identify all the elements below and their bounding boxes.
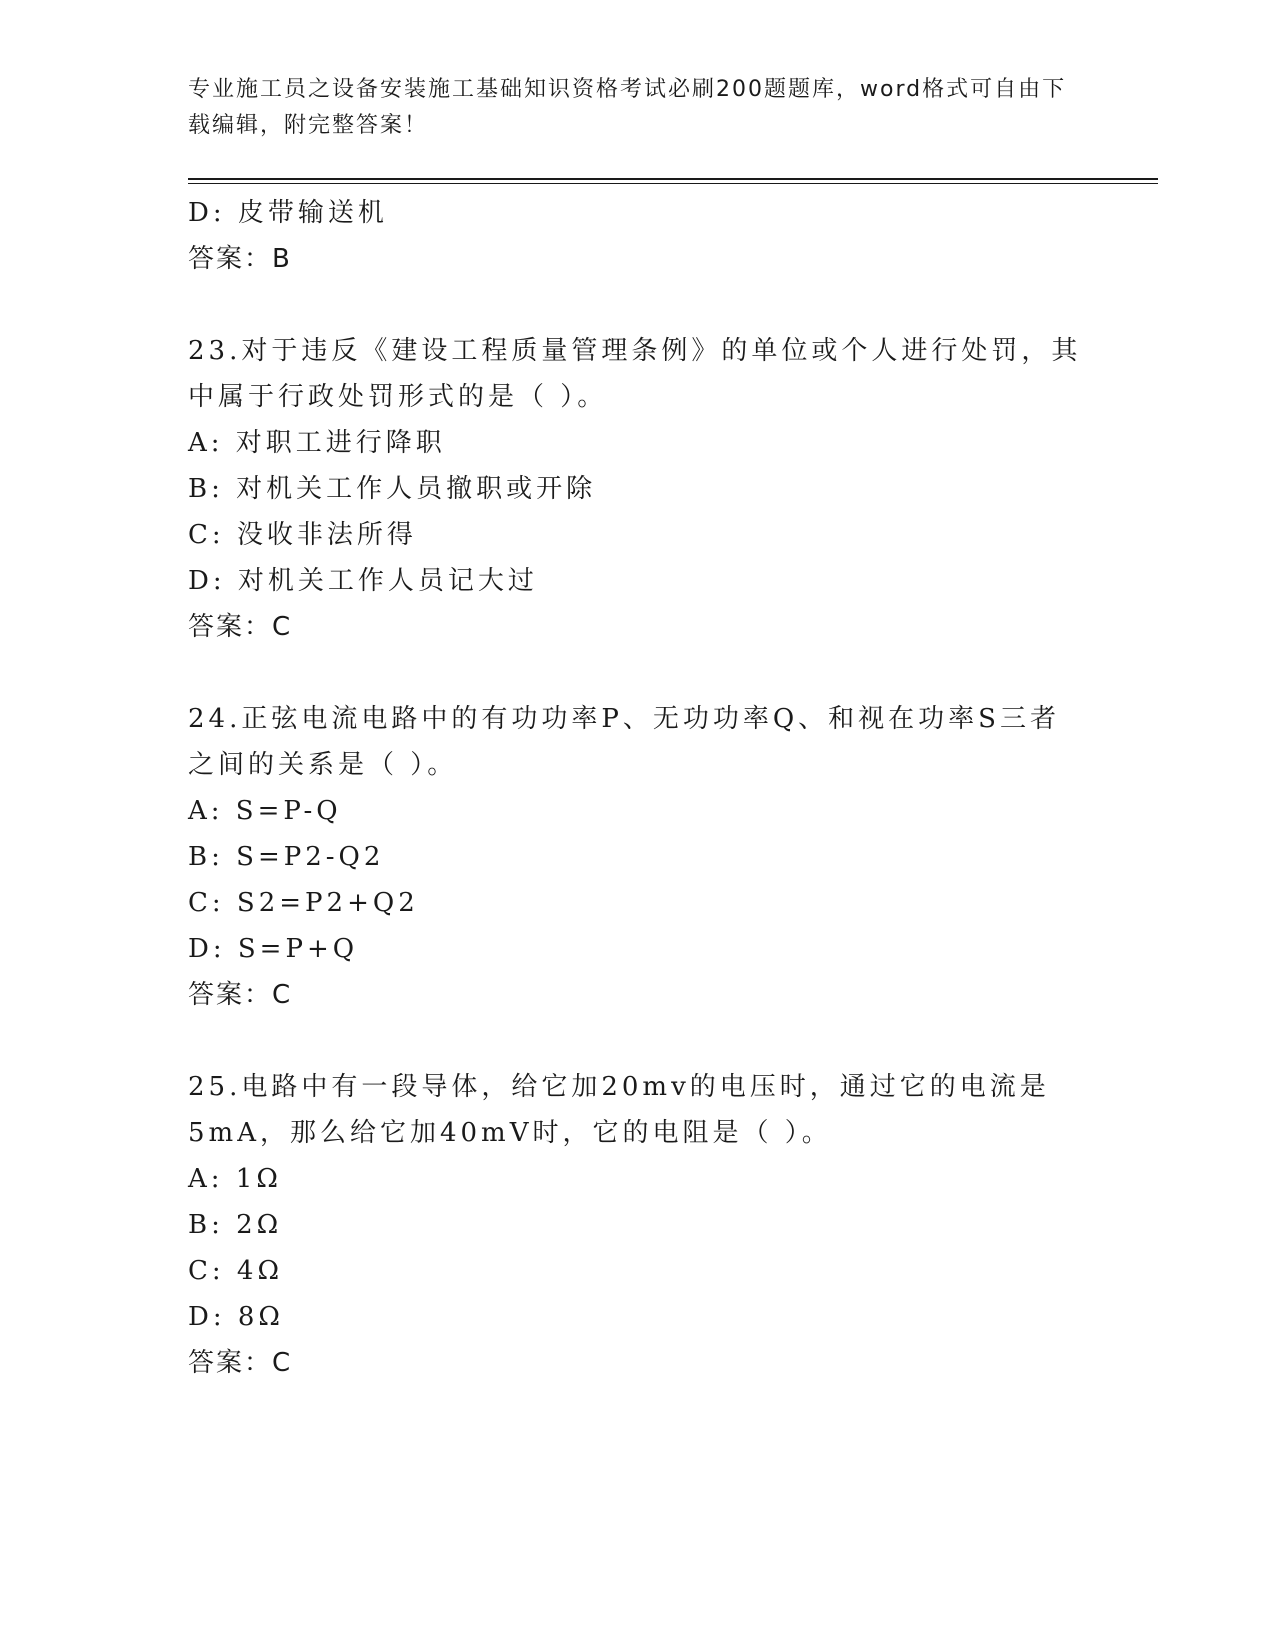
question-answer: 答案：C — [188, 612, 293, 642]
question-stem: 25.电路中有一段导体，给它加20mv的电压时，通过它的电流是5mA，那么给它加40mV时，它的电阻是（ ）。 — [188, 1072, 1050, 1148]
question-25 — [188, 1064, 1088, 1386]
question-answer: 答案：C — [188, 980, 293, 1010]
prev-question-option-d: D: 皮带输送机 — [188, 198, 388, 228]
question-content — [188, 190, 1088, 1386]
option-d: D: 8Ω — [188, 1302, 284, 1332]
option-d: D: 对机关工作人员记大过 — [188, 566, 538, 596]
option-c: C: 4Ω — [188, 1256, 284, 1286]
option-a: A: 对职工进行降职 — [188, 428, 446, 458]
option-c: C: 没收非法所得 — [188, 520, 417, 550]
option-a: A: S=P-Q — [188, 796, 342, 826]
spacer — [188, 282, 1088, 328]
question-24 — [188, 696, 1088, 1018]
question-answer: 答案：C — [188, 1348, 293, 1378]
question-stem: 23.对于违反《建设工程质量管理条例》的单位或个人进行处罚，其中属于行政处罚形式的是（ ）。 — [188, 336, 1082, 412]
header-divider-thick — [188, 178, 1158, 180]
option-b: B: 2Ω — [188, 1210, 283, 1240]
option-d: D: S=P+Q — [188, 934, 359, 964]
question-23 — [188, 328, 1088, 650]
option-a: A: 1Ω — [188, 1164, 282, 1194]
option-b: B: 对机关工作人员撤职或开除 — [188, 474, 597, 504]
spacer — [188, 650, 1088, 696]
option-b: B: S=P2-Q2 — [188, 842, 385, 872]
header-divider-thin — [188, 183, 1158, 184]
prev-question-answer: 答案：B — [188, 244, 292, 274]
option-c: C: S2=P2+Q2 — [188, 888, 419, 918]
spacer — [188, 1018, 1088, 1064]
document-header-title: 专业施工员之设备安装施工基础知识资格考试必刷200题题库，word格式可自由下载编辑，附完整答案！ — [188, 77, 1067, 138]
question-stem: 24.正弦电流电路中的有功功率P、无功功率Q、和视在功率S三者之间的关系是（ ）。 — [188, 704, 1060, 780]
